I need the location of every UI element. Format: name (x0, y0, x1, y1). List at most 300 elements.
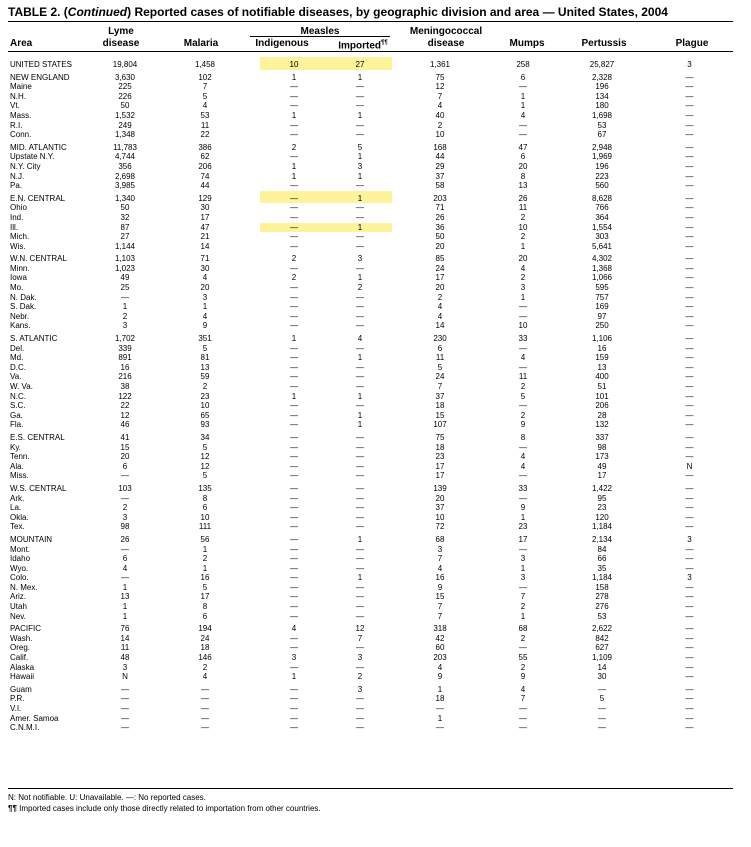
cell-malaria: 10 (200, 512, 210, 522)
table-row (8, 401, 733, 411)
cell-mumps: — (519, 704, 527, 713)
cell-imported: 7 (357, 633, 363, 643)
cell-area: Kans. (10, 321, 31, 331)
header-plague: Plague (675, 38, 709, 49)
table-row (8, 111, 733, 121)
cell-pertussis: 196 (595, 82, 609, 92)
cell-indig: — (290, 203, 298, 213)
cell-plague: — (685, 254, 694, 264)
cell-malaria: 56 (200, 534, 210, 544)
cell-lyme: 1,103 (114, 254, 136, 264)
cell-mumps: 9 (520, 503, 526, 513)
cell-indig: — (290, 563, 298, 573)
cell-indig: — (290, 401, 298, 411)
cell-pertussis: 250 (595, 321, 609, 331)
cell-plague: — (685, 241, 694, 251)
cell-mumps: 33 (518, 483, 528, 493)
cell-pertussis: 67 (597, 130, 607, 140)
cell-imported: — (356, 372, 364, 382)
cell-plague: — (685, 343, 694, 353)
cell-imported: — (356, 704, 364, 713)
cell-mening: 1 (437, 684, 443, 694)
cell-imported: 1 (357, 110, 363, 120)
cell-mening: 9 (437, 672, 443, 682)
table-row (8, 181, 733, 191)
cell-imported: — (356, 461, 364, 471)
cell-mening: 11 (435, 353, 445, 363)
cell-pertussis: 84 (597, 544, 607, 554)
cell-pertussis: 95 (597, 493, 607, 503)
cell-lyme: — (121, 573, 129, 583)
cell-pertussis: 35 (597, 563, 607, 573)
cell-mumps: — (519, 442, 527, 452)
cell-malaria: 12 (200, 452, 210, 462)
table-row (8, 372, 733, 382)
cell-pertussis: 2,948 (591, 142, 613, 152)
cell-imported: — (356, 343, 364, 353)
header-meningococcal-2: disease (427, 38, 465, 49)
cell-area: V.I. (10, 704, 22, 713)
cell-pertussis: 364 (595, 212, 609, 222)
cell-area: Utah (10, 602, 27, 612)
cell-indig: — (290, 302, 298, 312)
cell-plague: — (685, 401, 694, 411)
header-pertussis: Pertussis (581, 38, 627, 49)
table-row (8, 682, 733, 695)
cell-pertussis: 1,368 (591, 263, 613, 273)
cell-plague: — (685, 544, 694, 554)
cell-malaria: 17 (200, 212, 210, 222)
cell-malaria: 22 (200, 130, 210, 140)
cell-mening: 3 (437, 544, 443, 554)
cell-pertussis: 1,969 (591, 152, 613, 162)
cell-mening: 16 (435, 573, 445, 583)
cell-indig: — (290, 503, 298, 513)
cell-area: W.N. CENTRAL (10, 254, 67, 264)
cell-plague: — (685, 222, 694, 232)
cell-mumps: 6 (520, 72, 526, 82)
cell-plague: — (685, 643, 694, 653)
cell-malaria: 1 (202, 302, 208, 312)
cell-area: N.C. (10, 391, 26, 401)
cell-lyme: 41 (120, 432, 130, 442)
cell-area: Ark. (10, 493, 25, 503)
cell-mumps: 20 (518, 254, 528, 264)
cell-area: Conn. (10, 130, 32, 140)
header-area: Area (10, 38, 33, 49)
cell-mening: 2 (437, 292, 443, 302)
cell-plague: — (685, 72, 694, 82)
cell-mening: 50 (435, 232, 445, 242)
cell-mumps: — (519, 362, 527, 372)
table-row (8, 462, 733, 472)
cell-mumps: 7 (520, 694, 526, 704)
cell-mening: 26 (435, 212, 445, 222)
cell-lyme: — (121, 684, 129, 694)
cell-mumps: 6 (520, 152, 526, 162)
cell-mumps: 1 (520, 611, 526, 621)
cell-indig: 1 (291, 110, 297, 120)
cell-mumps: 4 (520, 263, 526, 273)
cell-malaria: 11 (200, 120, 210, 130)
cell-mening: 4 (437, 563, 443, 573)
cell-mening: 7 (437, 602, 443, 612)
cell-area: Colo. (10, 573, 29, 583)
cell-imported: — (356, 232, 364, 242)
cell-lyme: 32 (120, 212, 130, 222)
cell-mening: 20 (435, 241, 445, 251)
cell-lyme: 1 (122, 302, 128, 312)
cell-plague: — (685, 713, 694, 723)
cell-pertussis: 560 (595, 181, 609, 191)
cell-malaria: 135 (198, 483, 212, 493)
cell-pertussis: 595 (595, 283, 609, 293)
cell-lyme: 1,340 (114, 193, 136, 203)
cell-lyme: — (121, 544, 129, 554)
cell-indig: — (290, 582, 298, 592)
cell-mumps: 55 (518, 653, 528, 663)
cell-malaria: 5 (202, 343, 208, 353)
cell-pertussis: 842 (595, 633, 609, 643)
cell-plague: — (685, 382, 694, 391)
cell-lyme: — (121, 713, 129, 723)
cell-plague: — (685, 130, 694, 140)
cell-pertussis: 158 (595, 582, 609, 592)
cell-malaria: — (201, 713, 209, 723)
cell-mumps: 3 (520, 283, 526, 293)
cell-pertussis: 159 (595, 353, 609, 363)
cell-plague: — (685, 483, 694, 493)
cell-mening: 318 (433, 624, 447, 634)
cell-plague: — (685, 493, 694, 503)
cell-pertussis: 400 (595, 372, 609, 382)
table-row (8, 583, 733, 593)
cell-indig: — (290, 723, 298, 733)
cell-lyme: 3,630 (114, 72, 136, 82)
cell-lyme: 25 (120, 283, 130, 293)
cell-malaria: 4 (202, 672, 208, 682)
cell-indig: — (290, 263, 298, 273)
cell-mening: 4 (437, 101, 443, 111)
cell-indig: — (290, 91, 298, 101)
table-row (8, 481, 733, 494)
cell-lyme: 1 (122, 611, 128, 621)
cell-imported: — (356, 203, 364, 213)
header-rule (8, 51, 733, 52)
cell-imported: 1 (357, 72, 363, 82)
cell-mumps: 33 (518, 334, 528, 344)
cell-area: E.N. CENTRAL (10, 193, 66, 203)
data-table (8, 57, 733, 733)
cell-lyme: 2 (122, 311, 128, 321)
cell-pertussis: 134 (595, 91, 609, 101)
cell-mumps: — (519, 582, 527, 592)
cell-indig: — (290, 662, 298, 672)
cell-pertussis: 1,422 (591, 483, 613, 493)
table-row (8, 522, 733, 532)
cell-pertussis: — (598, 723, 606, 733)
cell-indig: 2 (291, 142, 297, 152)
cell-pertussis: 627 (595, 643, 609, 653)
cell-mumps: 1 (520, 91, 526, 101)
cell-plague: — (685, 283, 694, 293)
cell-mumps: 258 (516, 60, 530, 69)
cell-pertussis: 2,622 (591, 624, 613, 634)
cell-imported: — (356, 130, 364, 140)
cell-pertussis: 51 (597, 382, 607, 391)
cell-plague: — (685, 110, 694, 120)
cell-pertussis: 98 (597, 442, 607, 452)
cell-area: Mich. (10, 232, 30, 242)
cell-pertussis: 66 (597, 554, 607, 564)
cell-plague: — (685, 554, 694, 564)
table-row (8, 162, 733, 172)
cell-indig: — (290, 602, 298, 612)
cell-imported: — (356, 82, 364, 92)
cell-mumps: 3 (520, 554, 526, 564)
cell-mumps: 1 (520, 563, 526, 573)
cell-indig: — (290, 432, 298, 442)
cell-malaria: — (201, 704, 209, 713)
cell-mening: 18 (435, 442, 445, 452)
cell-area: N. Dak. (10, 292, 37, 302)
table-row (8, 232, 733, 242)
table-row (8, 293, 733, 303)
cell-indig: — (290, 592, 298, 602)
cell-pertussis: 1,066 (591, 273, 613, 283)
cell-malaria: 1 (202, 563, 208, 573)
cell-imported: — (356, 643, 364, 653)
table-row (8, 443, 733, 453)
bottom-rule (8, 788, 733, 789)
cell-pertussis: 16 (597, 343, 607, 353)
cell-mening: 20 (435, 493, 445, 503)
cell-plague: — (685, 334, 694, 344)
cell-mening: 37 (435, 391, 445, 401)
cell-imported: — (356, 91, 364, 101)
cell-mumps: — (519, 471, 527, 481)
cell-mumps: 68 (518, 624, 528, 634)
cell-plague: — (685, 212, 694, 222)
cell-malaria: 53 (200, 110, 210, 120)
cell-area: E.S. CENTRAL (10, 432, 65, 442)
cell-indig: — (260, 191, 328, 204)
cell-indig: — (290, 643, 298, 653)
cell-lyme: 339 (118, 343, 132, 353)
cell-indig: — (290, 633, 298, 643)
cell-mumps: 4 (520, 110, 526, 120)
cell-area: Fla. (10, 420, 24, 430)
cell-lyme: 1,144 (114, 241, 136, 251)
cell-imported: — (356, 442, 364, 452)
table-row (8, 723, 733, 733)
cell-pertussis: — (598, 713, 606, 723)
cell-imported: — (356, 563, 364, 573)
cell-mening: 10 (435, 512, 445, 522)
cell-malaria: 47 (200, 222, 210, 232)
cell-imported: — (356, 471, 364, 481)
cell-indig: — (290, 120, 298, 130)
cell-lyme: 87 (120, 222, 130, 232)
cell-imported: — (356, 554, 364, 564)
cell-malaria: 30 (200, 203, 210, 213)
cell-pertussis: 30 (597, 672, 607, 682)
cell-pertussis: 276 (595, 602, 609, 612)
cell-indig: 1 (291, 672, 297, 682)
cell-mening: 68 (435, 534, 445, 544)
cell-lyme: 27 (120, 232, 130, 242)
cell-area: Pa. (10, 181, 23, 191)
table-row (8, 672, 733, 682)
cell-plague: — (685, 592, 694, 602)
cell-mening: 71 (435, 203, 445, 213)
cell-plague: — (685, 420, 694, 430)
cell-malaria: 111 (198, 522, 212, 532)
cell-plague: — (685, 302, 694, 312)
cell-plague: — (685, 684, 694, 694)
cell-mening: 10 (435, 130, 445, 140)
cell-plague: — (685, 193, 694, 203)
cell-pertussis: 28 (597, 410, 607, 420)
cell-plague: — (685, 633, 694, 643)
cell-lyme: 122 (118, 391, 132, 401)
cell-mening: 24 (435, 372, 445, 382)
cell-malaria: 30 (200, 263, 210, 273)
cell-malaria: 1,458 (194, 60, 216, 69)
cell-malaria: 12 (200, 461, 210, 471)
cell-lyme: 1 (122, 582, 128, 592)
cell-area: Md. (10, 353, 24, 363)
cell-area: MOUNTAIN (10, 534, 53, 544)
cell-imported: — (356, 452, 364, 462)
cell-indig: — (290, 82, 298, 92)
cell-plague: — (685, 292, 694, 302)
cell-imported: 1 (357, 410, 363, 420)
table-row (8, 344, 733, 354)
table-row (8, 704, 733, 714)
cell-mumps: — (519, 723, 527, 733)
table-row (8, 101, 733, 111)
cell-mening: 75 (435, 432, 445, 442)
table-row (8, 592, 733, 602)
cell-mumps: 2 (520, 662, 526, 672)
cell-plague: — (685, 391, 694, 401)
cell-mening: 17 (435, 471, 445, 481)
cell-plague: — (685, 653, 694, 663)
table-row (8, 382, 733, 392)
table-row (8, 121, 733, 131)
cell-indig: — (290, 283, 298, 293)
cell-indig: — (290, 232, 298, 242)
cell-mening: 168 (433, 142, 447, 152)
cell-indig: — (290, 713, 298, 723)
cell-area: Miss. (10, 471, 29, 481)
cell-lyme: 48 (120, 653, 130, 663)
cell-indig: — (290, 343, 298, 353)
cell-mumps: — (519, 120, 527, 130)
table-row (8, 264, 733, 274)
cell-indig: — (290, 181, 298, 191)
cell-mumps: 8 (520, 171, 526, 181)
cell-pertussis: 5 (599, 694, 605, 704)
cell-area: N. Mex. (10, 582, 38, 592)
cell-mening: 7 (437, 611, 443, 621)
table-row (8, 452, 733, 462)
table-row (8, 621, 733, 634)
cell-mening: 4 (437, 311, 443, 321)
cell-malaria: 14 (200, 241, 210, 251)
cell-lyme: 356 (118, 161, 132, 171)
cell-area: S. Dak. (10, 302, 37, 312)
cell-mening: — (436, 723, 444, 733)
cell-area: MID. ATLANTIC (10, 142, 67, 152)
cell-area: Ill. (10, 222, 18, 232)
cell-area: P.R. (10, 694, 25, 704)
cell-malaria: — (201, 723, 209, 733)
cell-area: C.N.M.I. (10, 723, 40, 733)
cell-mening: 44 (435, 152, 445, 162)
cell-imported: 1 (357, 353, 363, 363)
cell-pertussis: 97 (597, 311, 607, 321)
cell-pertussis: 4,302 (591, 254, 613, 264)
cell-plague: 3 (687, 60, 692, 69)
cell-mening: 2 (437, 120, 443, 130)
header-measles: Measles (300, 26, 340, 37)
table-row (8, 273, 733, 283)
cell-malaria: 10 (200, 401, 210, 411)
cell-mumps: 2 (520, 602, 526, 612)
cell-lyme: N (122, 672, 128, 682)
cell-plague: — (685, 171, 694, 181)
cell-lyme: 26 (120, 534, 130, 544)
cell-area: Mass. (10, 110, 32, 120)
table-row (8, 430, 733, 443)
cell-mening: 15 (435, 592, 445, 602)
cell-malaria: 16 (200, 573, 210, 583)
cell-mening: 60 (435, 643, 445, 653)
cell-mumps: — (519, 130, 527, 140)
cell-malaria: 351 (198, 334, 212, 344)
cell-pertussis: 1,184 (591, 522, 613, 532)
cell-malaria: 20 (200, 283, 210, 293)
cell-lyme: 249 (118, 120, 132, 130)
cell-lyme: 2,698 (114, 171, 136, 181)
cell-area: Minn. (10, 263, 30, 273)
cell-pertussis: 53 (597, 611, 607, 621)
cell-pertussis: 14 (597, 662, 607, 672)
cell-lyme: 4 (122, 563, 128, 573)
cell-indig: — (290, 493, 298, 503)
cell-mening: 230 (433, 334, 447, 344)
cell-indig: — (290, 704, 298, 713)
cell-lyme: 3,985 (114, 181, 136, 191)
cell-plague: — (685, 353, 694, 363)
cell-mening: 18 (435, 401, 445, 411)
cell-plague: — (685, 120, 694, 130)
cell-area: Wis. (10, 241, 26, 251)
cell-malaria: 8 (202, 493, 208, 503)
cell-plague: — (685, 503, 694, 513)
cell-imported: 1 (328, 191, 392, 204)
cell-lyme: 103 (118, 483, 132, 493)
cell-pertussis: 49 (597, 461, 607, 471)
cell-malaria: 6 (202, 611, 208, 621)
cell-malaria: 18 (200, 643, 210, 653)
cell-mumps: 23 (518, 522, 528, 532)
cell-lyme: 11 (120, 643, 130, 653)
cell-imported: 1 (357, 420, 363, 430)
cell-pertussis: 1,184 (591, 573, 613, 583)
